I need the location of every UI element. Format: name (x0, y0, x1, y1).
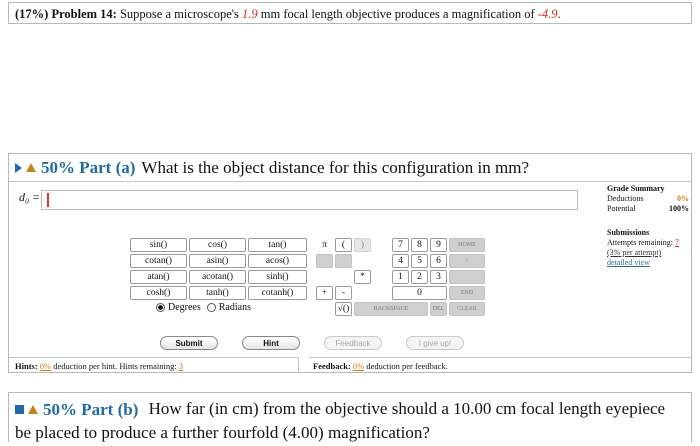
cos-button[interactable]: cos() (189, 238, 246, 252)
grade-summary (607, 184, 689, 268)
minus-key[interactable]: - (335, 286, 352, 300)
potential-label: Potential (607, 204, 636, 213)
tan-button[interactable]: tan() (248, 238, 307, 252)
text-cursor (47, 193, 49, 207)
key-4[interactable]: 4 (392, 254, 409, 268)
radians-radio[interactable] (207, 303, 216, 312)
warning-icon (28, 405, 38, 414)
feedback-bar (309, 357, 691, 373)
problem-text-1: Suppose a microscope's (119, 7, 242, 21)
cotanh-button[interactable]: cotanh() (248, 286, 307, 300)
per-attempt-text: (3% per attempt) (607, 248, 662, 257)
pi-key[interactable]: π (316, 238, 333, 252)
acos-button[interactable]: acos() (248, 254, 307, 268)
hint-button[interactable]: Hint (242, 336, 300, 350)
feedback-label: Feedback: (313, 361, 351, 371)
detailed-view-link[interactable]: detailed view (607, 258, 650, 267)
close-paren-key[interactable]: ) (354, 238, 371, 252)
angle-units (130, 302, 305, 313)
key-9[interactable]: 9 (430, 238, 447, 252)
key-3[interactable]: 3 (430, 270, 447, 284)
focal-length-value: 1.9 (242, 7, 258, 21)
part-a-header[interactable] (9, 154, 691, 182)
feedback-deduction: 0% (352, 361, 365, 371)
collapse-square-icon[interactable] (15, 405, 24, 414)
grade-summary-title: Grade Summary (607, 184, 665, 193)
hints-label: Hints: (15, 361, 38, 371)
acotan-button[interactable]: acotan() (189, 270, 246, 284)
plus-key[interactable]: + (316, 286, 333, 300)
warning-icon (26, 163, 36, 172)
asin-button[interactable]: asin() (189, 254, 246, 268)
atan-button[interactable]: atan() (130, 270, 187, 284)
sin-button[interactable]: sin() (130, 238, 187, 252)
give-up-button[interactable]: I give up! (406, 336, 464, 350)
key-2[interactable]: 2 (411, 270, 428, 284)
hint-deduction: 0% (39, 361, 52, 371)
action-buttons (160, 336, 464, 350)
blank-key-2[interactable] (335, 254, 352, 268)
feedback-button[interactable]: Feedback (324, 336, 382, 350)
key-7[interactable]: 7 (392, 238, 409, 252)
attempts-value: 7 (675, 238, 679, 247)
radians-label: Radians (218, 302, 251, 313)
open-paren-key[interactable]: ( (335, 238, 352, 252)
part-b-panel[interactable] (8, 392, 692, 442)
blank-key-3[interactable] (449, 270, 485, 284)
key-5[interactable]: 5 (411, 254, 428, 268)
feedback-text: deduction per feedback. (364, 361, 448, 371)
hints-bar (9, 357, 299, 373)
hints-remaining: 3 (178, 361, 184, 371)
hints-text: deduction per hint. Hints remaining: (51, 361, 179, 371)
attempts-label: Attempts remaining: (607, 238, 673, 247)
key-6[interactable]: 6 (430, 254, 447, 268)
submit-button[interactable]: Submit (160, 336, 218, 350)
problem-text-3: . (557, 7, 561, 21)
clear-key[interactable]: CLEAR (449, 302, 485, 316)
magnification-value: -4.9 (537, 7, 558, 21)
deductions-value: 0% (677, 194, 689, 203)
sqrt-key[interactable]: √() (335, 302, 352, 316)
problem-text-2: mm focal length objective produces a magnification of (257, 7, 538, 21)
key-8[interactable]: 8 (411, 238, 428, 252)
keypad (316, 238, 492, 316)
degrees-label: Degrees (168, 302, 201, 313)
degrees-radio[interactable] (156, 303, 165, 312)
tanh-button[interactable]: tanh() (189, 286, 246, 300)
part-b-question: How far (in cm) from the objective should a 10.00 cm focal length eyepiece be placed to produce a further fourfold (4.00) magnification? (15, 399, 666, 442)
key-0[interactable]: 0 (392, 286, 447, 300)
problem-number: (17%) Problem 14: (15, 7, 117, 21)
part-b-percent: 50% Part (b) (43, 400, 139, 419)
blank-key-1[interactable] (316, 254, 333, 268)
backspace-key[interactable]: BACKSPACE (354, 302, 428, 316)
potential-value: 100% (669, 204, 689, 213)
part-a-question: What is the object distance for this configuration in mm? (141, 157, 530, 177)
part-b-lead (15, 398, 144, 421)
function-pad (130, 238, 305, 313)
up-arrow-key[interactable]: ↑ (449, 254, 485, 268)
cosh-button[interactable]: cosh() (130, 286, 187, 300)
cotan-button[interactable]: cotan() (130, 254, 187, 268)
multiply-key[interactable]: * (354, 270, 371, 284)
submissions-title: Submissions (607, 228, 650, 237)
problem-statement (8, 2, 692, 24)
end-key[interactable]: END (449, 286, 485, 300)
del-key[interactable]: DEL (430, 302, 447, 316)
answer-input[interactable] (41, 190, 578, 210)
key-1[interactable]: 1 (392, 270, 409, 284)
part-a-percent: 50% Part (a) (41, 157, 136, 177)
answer-label: d₀ = (19, 190, 41, 204)
expand-arrow-icon[interactable] (15, 163, 22, 173)
sinh-button[interactable]: sinh() (248, 270, 307, 284)
home-key[interactable]: HOME (449, 238, 485, 252)
part-a-panel (8, 153, 692, 373)
deductions-label: Deductions (607, 194, 644, 203)
